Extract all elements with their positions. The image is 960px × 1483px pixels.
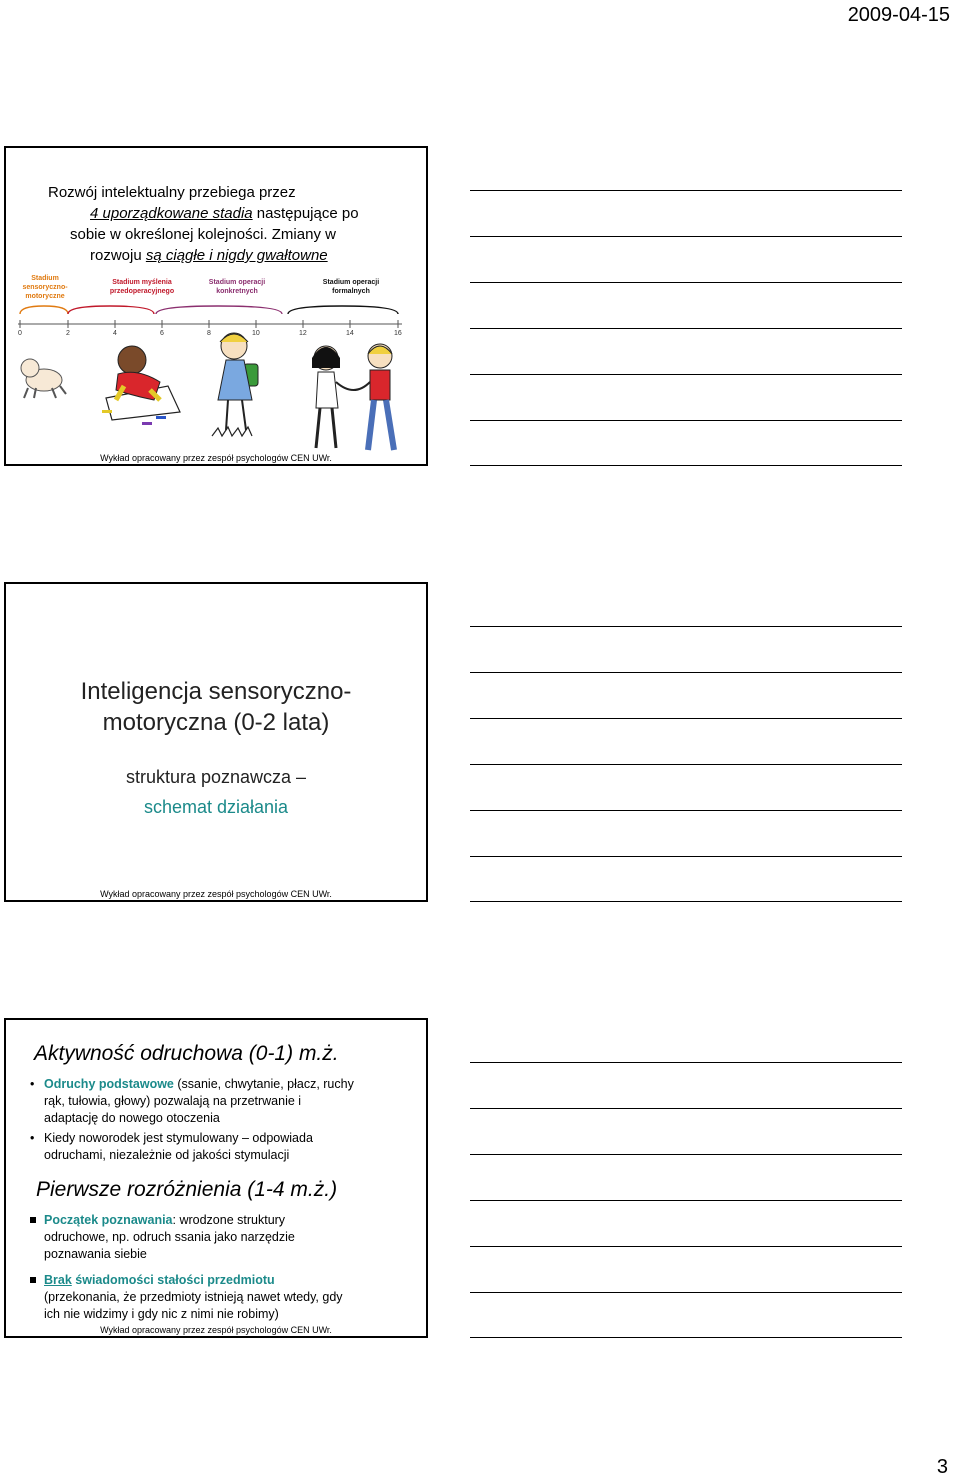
tick-label-6: 6 xyxy=(160,330,164,337)
note-line xyxy=(470,1108,902,1109)
s2-title-line1: Inteligencja sensoryczno- xyxy=(80,678,352,705)
b4-term2: świadomości stałości przedmiotu xyxy=(71,1273,275,1287)
slide-3-heading-2: Pierwsze rozróżnienia (1-4 m.ż.) xyxy=(36,1178,338,1201)
stage-label-4: Stadium operacji formalnych xyxy=(322,279,380,295)
note-line xyxy=(470,1246,902,1247)
s1-line4 xyxy=(48,245,418,266)
tick-label-16: 16 xyxy=(394,330,402,337)
note-line xyxy=(470,764,902,765)
b3-term: Początek poznawania xyxy=(44,1213,173,1227)
note-line xyxy=(470,810,902,811)
b1-term: Odruchy podstawowe xyxy=(44,1077,174,1091)
page-number: 3 xyxy=(936,1456,948,1478)
b4-l3: ich nie widzimy i gdy nic z nimi nie robimy) xyxy=(44,1307,279,1321)
note-line xyxy=(470,374,902,375)
note-line xyxy=(470,1292,902,1293)
slide-2-subtitle xyxy=(6,762,426,822)
note-line xyxy=(470,901,902,902)
bullet-square xyxy=(30,1217,36,1223)
tick-label-10: 10 xyxy=(252,330,260,337)
s1-line2-em: 4 uporządkowane stadia xyxy=(90,205,253,222)
note-line xyxy=(470,328,902,329)
baby-head xyxy=(21,359,39,377)
s1-line1: Rozwój intelektualny przebiega przez xyxy=(48,184,296,201)
s1-line2 xyxy=(48,203,418,224)
slide-2 xyxy=(4,582,428,902)
bracket-1 xyxy=(20,306,68,314)
b4-term1: Brak xyxy=(44,1273,72,1287)
tick-label-4: 4 xyxy=(113,330,117,337)
b2-l1: Kiedy noworodek jest stymulowany – odpowiada xyxy=(44,1131,313,1145)
note-line xyxy=(470,465,902,466)
note-line xyxy=(470,1154,902,1155)
b2-l2: odruchami, niezależnie od jakości stymulacji xyxy=(44,1148,290,1162)
note-line xyxy=(470,420,902,421)
slide-3 xyxy=(4,1018,428,1338)
stage-label-2: Stadium myślenia przedoperacyjnego xyxy=(109,279,175,295)
note-line xyxy=(470,856,902,857)
note-line xyxy=(470,190,902,191)
crayon-blue xyxy=(156,416,166,419)
note-line xyxy=(470,1200,902,1201)
s2-sub-line2: schemat działania xyxy=(143,797,289,817)
slide-3-footer: Wykład opracowany przez zespół psychologów CEN UWr. xyxy=(100,1325,332,1335)
slide-1 xyxy=(4,146,428,466)
b1-l1: (ssanie, chwytanie, płacz, ruchy xyxy=(173,1077,354,1091)
bracket-2 xyxy=(68,306,154,314)
s2-title-line2: motoryczna (0-2 lata) xyxy=(102,709,330,736)
bullet-4 xyxy=(26,1272,416,1323)
tick-label-0: 0 xyxy=(18,330,22,337)
s1-line3: sobie w określonej kolejności. Zmiany w xyxy=(70,226,336,243)
teen-boy-shirt xyxy=(370,370,390,400)
slide-1-footer: Wykład opracowany przez zespół psychologów CEN UWr. xyxy=(100,453,332,463)
stage-brackets xyxy=(20,306,398,314)
girl-illustration xyxy=(212,333,258,436)
bullet-2 xyxy=(26,1130,416,1164)
baby-illustration xyxy=(21,359,66,398)
bullet-1 xyxy=(26,1076,416,1127)
bullet-dot: • xyxy=(30,1077,35,1091)
teens-illustration xyxy=(312,344,394,450)
bracket-4 xyxy=(288,306,398,314)
crayon-purple xyxy=(142,422,152,425)
teen-girl-legs xyxy=(316,408,336,448)
note-line xyxy=(470,626,902,627)
note-line xyxy=(470,236,902,237)
slide-1-text xyxy=(48,182,418,266)
slide-2-footer: Wykład opracowany przez zespół psychologów CEN UWr. xyxy=(100,889,332,899)
b3-l3: poznawania siebie xyxy=(44,1247,147,1261)
s2-sub-line1: struktura poznawcza – xyxy=(125,767,307,787)
tick-label-2: 2 xyxy=(66,330,70,337)
b3-l1: : wrodzone struktury xyxy=(172,1213,286,1227)
b1-l2: rąk, tułowia, głowy) pozwalają na przetrwanie i xyxy=(44,1094,302,1108)
teen-boy-legs xyxy=(368,400,394,450)
teen-girl-hair xyxy=(312,347,340,368)
tick-label-12: 12 xyxy=(299,330,307,337)
s1-line4-em: są ciągłe i nigdy gwałtowne xyxy=(145,247,328,264)
tick-label-8: 8 xyxy=(207,330,211,337)
child-head xyxy=(118,346,146,374)
bullet-square xyxy=(30,1277,36,1283)
page-date: 2009-04-15 xyxy=(847,4,950,26)
teen-girl-body xyxy=(316,372,338,408)
child-drawing-illustration xyxy=(102,346,180,425)
note-line xyxy=(470,718,902,719)
girl-hair xyxy=(220,334,248,342)
bullet-dot: • xyxy=(30,1131,35,1145)
timeline-svg xyxy=(6,298,426,498)
note-line xyxy=(470,1062,902,1063)
crayon-yellow xyxy=(102,410,112,413)
bracket-3 xyxy=(156,306,282,314)
note-line xyxy=(470,282,902,283)
bullet-3 xyxy=(26,1212,416,1263)
slide-3-heading-1: Aktywność odruchowa (0-1) m.ż. xyxy=(34,1042,339,1065)
b3-l2: odruchowe, np. odruch ssania jako narzędzie xyxy=(44,1230,295,1244)
slide-2-title xyxy=(6,676,426,738)
b1-l3: adaptację do nowego otoczenia xyxy=(44,1111,220,1125)
s1-line2-rest: następujące po xyxy=(252,205,359,222)
holding-hands xyxy=(336,382,370,390)
note-line xyxy=(470,672,902,673)
b4-l2: (przekonania, że przedmioty istnieją nawet wtedy, gdy xyxy=(44,1290,343,1304)
stage-label-3: Stadium operacji konkretnych xyxy=(208,279,266,295)
stage-label-1: Stadium sensoryczno-motoryczne xyxy=(22,275,68,300)
girl-legs xyxy=(226,400,246,430)
note-line xyxy=(470,1337,902,1338)
tick-label-14: 14 xyxy=(346,330,354,337)
s1-line4-a: rozwoju xyxy=(90,247,146,264)
